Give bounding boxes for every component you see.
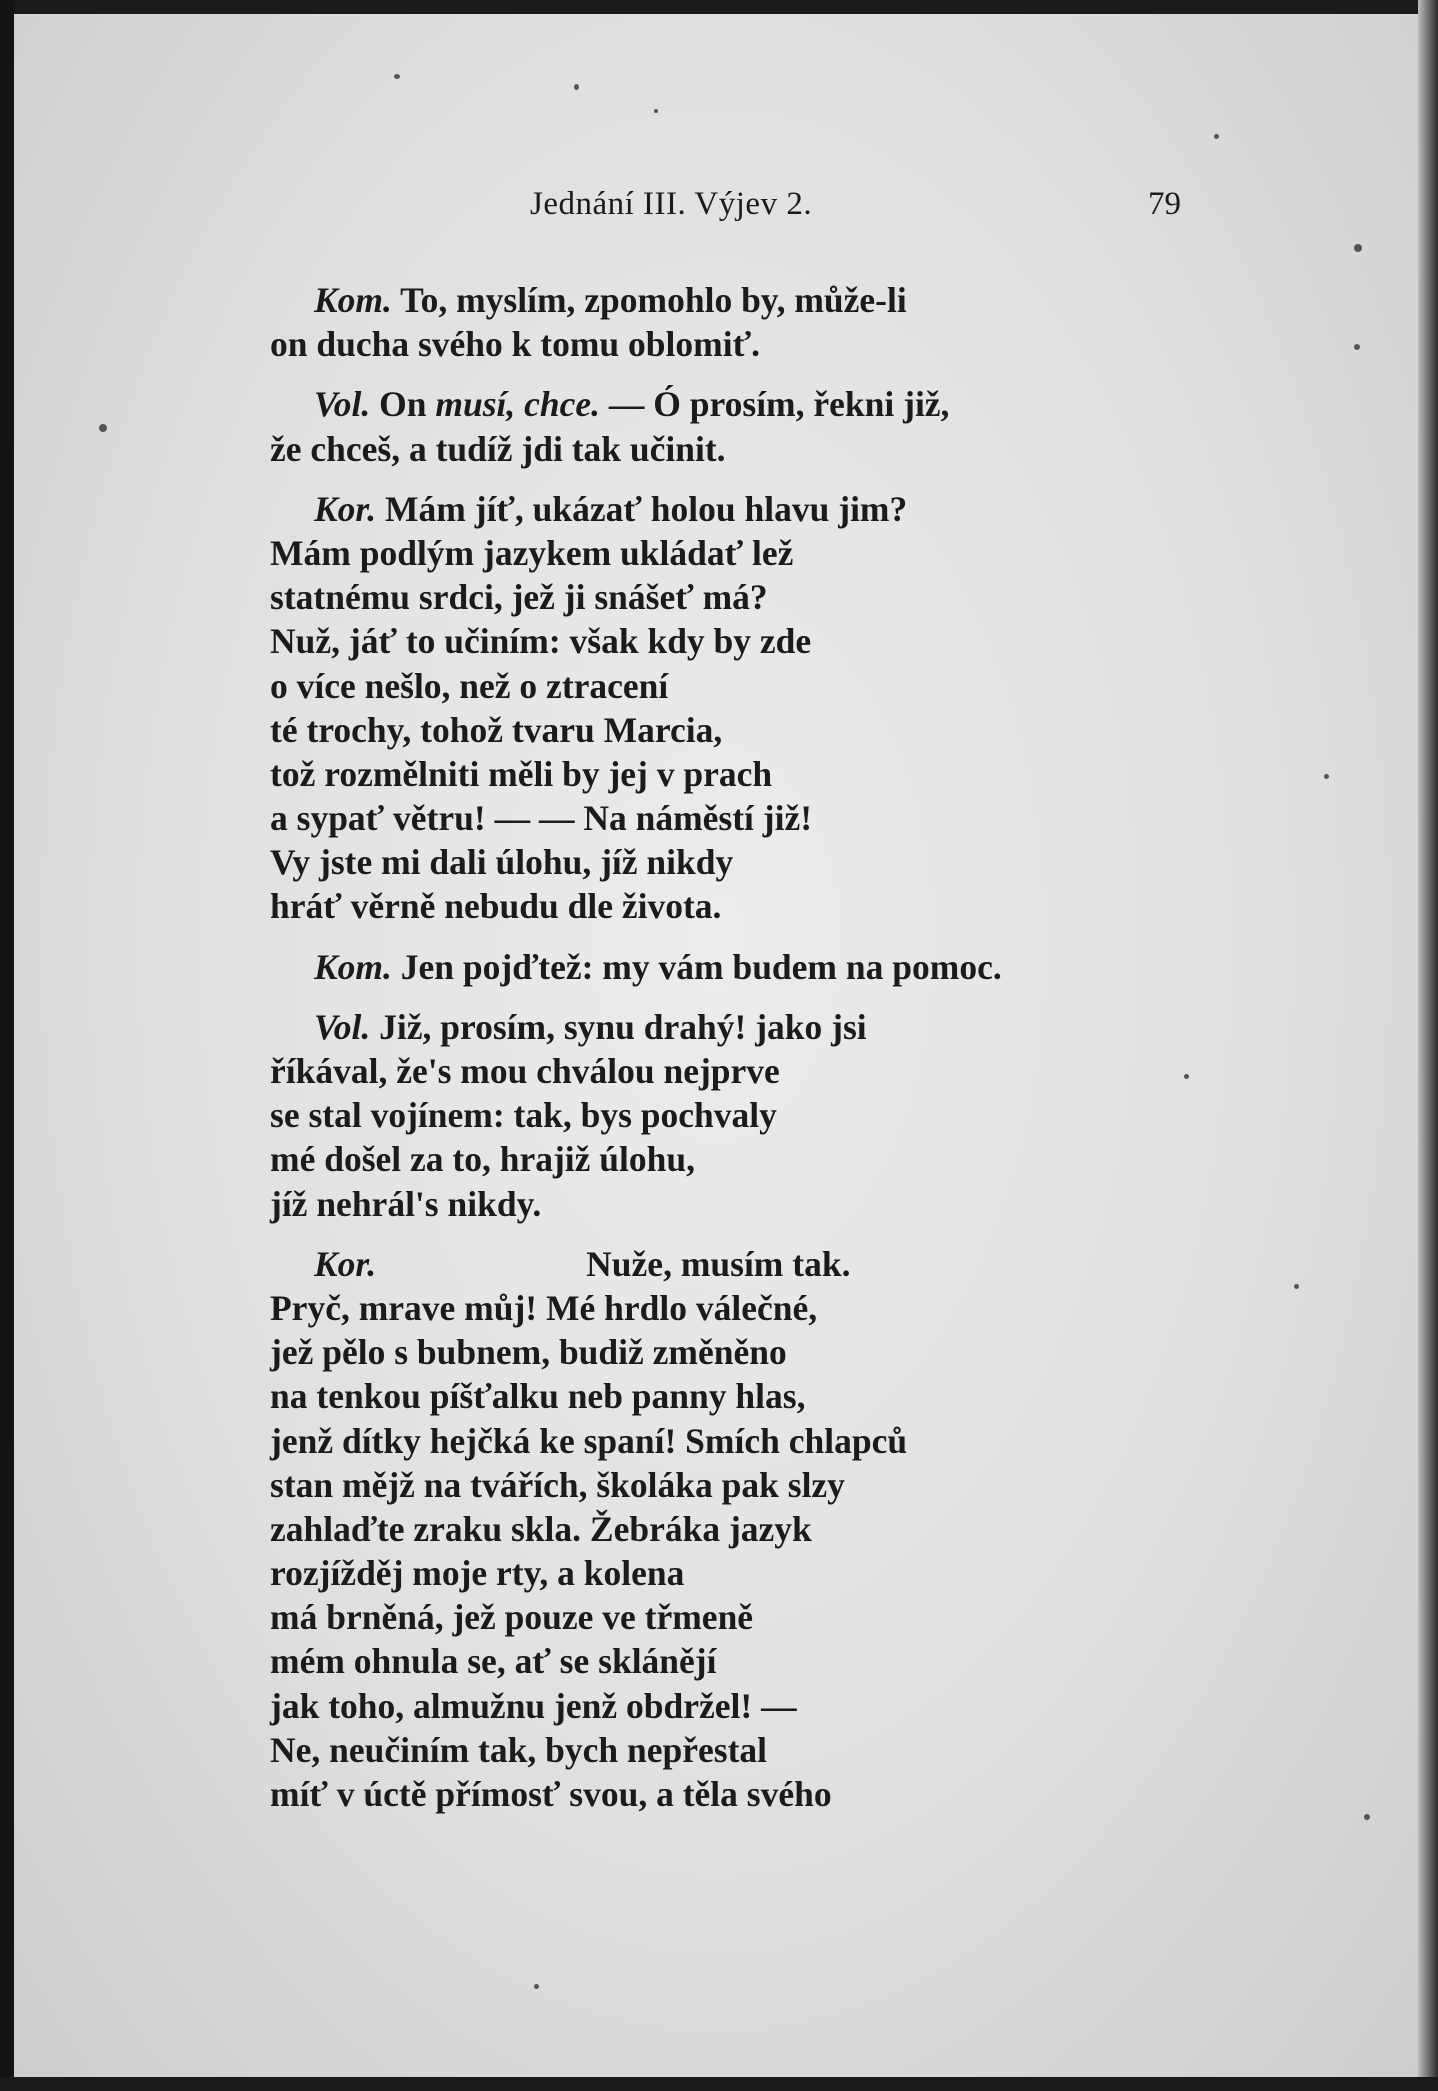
scan-border-bottom	[0, 2077, 1438, 2091]
line-text: — Ó prosím, řekni již,	[608, 384, 950, 425]
text-line: má brněná, jež pouze ve třmeně	[270, 1597, 754, 1638]
scan-speck	[534, 1984, 539, 1989]
line-text: Již, prosím, synu drahý! jako jsi	[379, 1006, 867, 1047]
text-line	[270, 945, 1150, 989]
speech-block	[270, 1005, 1150, 1226]
speaker-label: Kom.	[314, 946, 392, 987]
text-line: že chceš, a tudíž jdi tak učinit.	[270, 428, 726, 469]
speaker-label: Kor.	[314, 1243, 377, 1284]
running-title: Jednání III. Výjev 2.	[530, 186, 813, 222]
text-line	[270, 382, 1150, 426]
text-line: jenž dítky hejčká ke spaní! Smích chlapců	[270, 1420, 908, 1461]
scan-speck	[654, 109, 658, 113]
text-line: o více nešlo, než o ztracení	[270, 665, 669, 706]
text-line: na tenkou píšťalku neb panny hlas,	[270, 1376, 806, 1417]
text-line: zahlaďte zraku skla. Žebráka jazyk	[270, 1508, 812, 1549]
text-line: on ducha svého k tomu oblomiť.	[270, 324, 760, 365]
line-text: Nuže, musím tak.	[586, 1243, 851, 1284]
scan-speck	[1364, 1814, 1370, 1820]
speech-block	[270, 487, 1150, 929]
scan-border-right	[1418, 0, 1438, 2091]
text-line: Pryč, mrave můj! Mé hrdlo válečné,	[270, 1287, 818, 1328]
text-line: tož rozmělniti měli by jej v prach	[270, 753, 773, 794]
text-line	[270, 1005, 1150, 1049]
text-line: míť v úctě přímosť svou, a těla svého	[270, 1774, 832, 1814]
text-line: mém ohnula se, ať se sklánějí	[270, 1641, 717, 1682]
text-line	[270, 1242, 1150, 1286]
speaker-label: Vol.	[314, 384, 371, 425]
scan-speck	[1294, 1284, 1299, 1289]
line-text: Mám jíť, ukázať holou hlavu jim?	[385, 488, 908, 529]
scan-speck	[1354, 244, 1362, 252]
text-line: statnému srdci, jež ji snášeť má?	[270, 577, 768, 618]
scan-speck	[99, 424, 107, 432]
text-line: Mám podlým jazykem ukládať lež	[270, 532, 794, 573]
scan-border-left	[0, 0, 14, 2091]
speech-block	[270, 945, 1150, 989]
page-header	[0, 186, 1438, 230]
speaker-label: Kor.	[314, 488, 377, 529]
text-line: Ne, neučiním tak, bych nepřestal	[270, 1729, 767, 1770]
dialogue-text	[270, 278, 1150, 1816]
line-text: On	[379, 384, 427, 425]
speaker-label: Kom.	[314, 280, 392, 320]
text-line: a sypať větru! — — Na náměstí již!	[270, 798, 813, 839]
text-line: té trochy, tohož tvaru Marcia,	[270, 709, 723, 750]
text-line: se stal vojínem: tak, bys pochvaly	[270, 1095, 777, 1136]
speech-block	[270, 1242, 1150, 1816]
text-line: mé došel za to, hrajiž úlohu,	[270, 1139, 695, 1180]
emphasized-text: musí, chce.	[435, 384, 601, 425]
speech-block	[270, 278, 1150, 366]
text-line: Nuž, jáť to učiním: však kdy by zde	[270, 621, 812, 662]
scan-speck	[394, 74, 400, 79]
text-line: jež pělo s bubnem, budiž změněno	[270, 1332, 787, 1373]
scan-speck	[1184, 1074, 1189, 1079]
text-line: jíž nehrál's nikdy.	[270, 1183, 542, 1224]
scan-speck	[1214, 134, 1219, 139]
line-text: To, myslím, zpomohlo by, může-li	[400, 280, 907, 320]
speaker-label: Vol.	[314, 1006, 371, 1047]
scan-border-top	[0, 0, 1438, 14]
text-line: Vy jste mi dali úlohu, jíž nikdy	[270, 842, 734, 883]
page-number: 79	[1148, 186, 1181, 222]
scan-speck	[1354, 344, 1360, 350]
scan-speck	[574, 84, 579, 90]
line-text: Jen pojďtež: my vám budem na pomoc.	[400, 946, 1002, 987]
text-line: říkával, že's mou chválou nejprve	[270, 1051, 780, 1091]
scan-speck	[1324, 774, 1329, 779]
text-line: jak toho, almužnu jenž obdržel! —	[270, 1685, 797, 1726]
text-line	[270, 487, 1150, 531]
text-line: hráť věrně nebudu dle života.	[270, 886, 722, 927]
text-line	[270, 278, 1150, 322]
speech-block	[270, 382, 1150, 470]
text-line: rozjížděj moje rty, a kolena	[270, 1553, 685, 1594]
text-line: stan mějž na tvářích, školáka pak slzy	[270, 1464, 845, 1505]
